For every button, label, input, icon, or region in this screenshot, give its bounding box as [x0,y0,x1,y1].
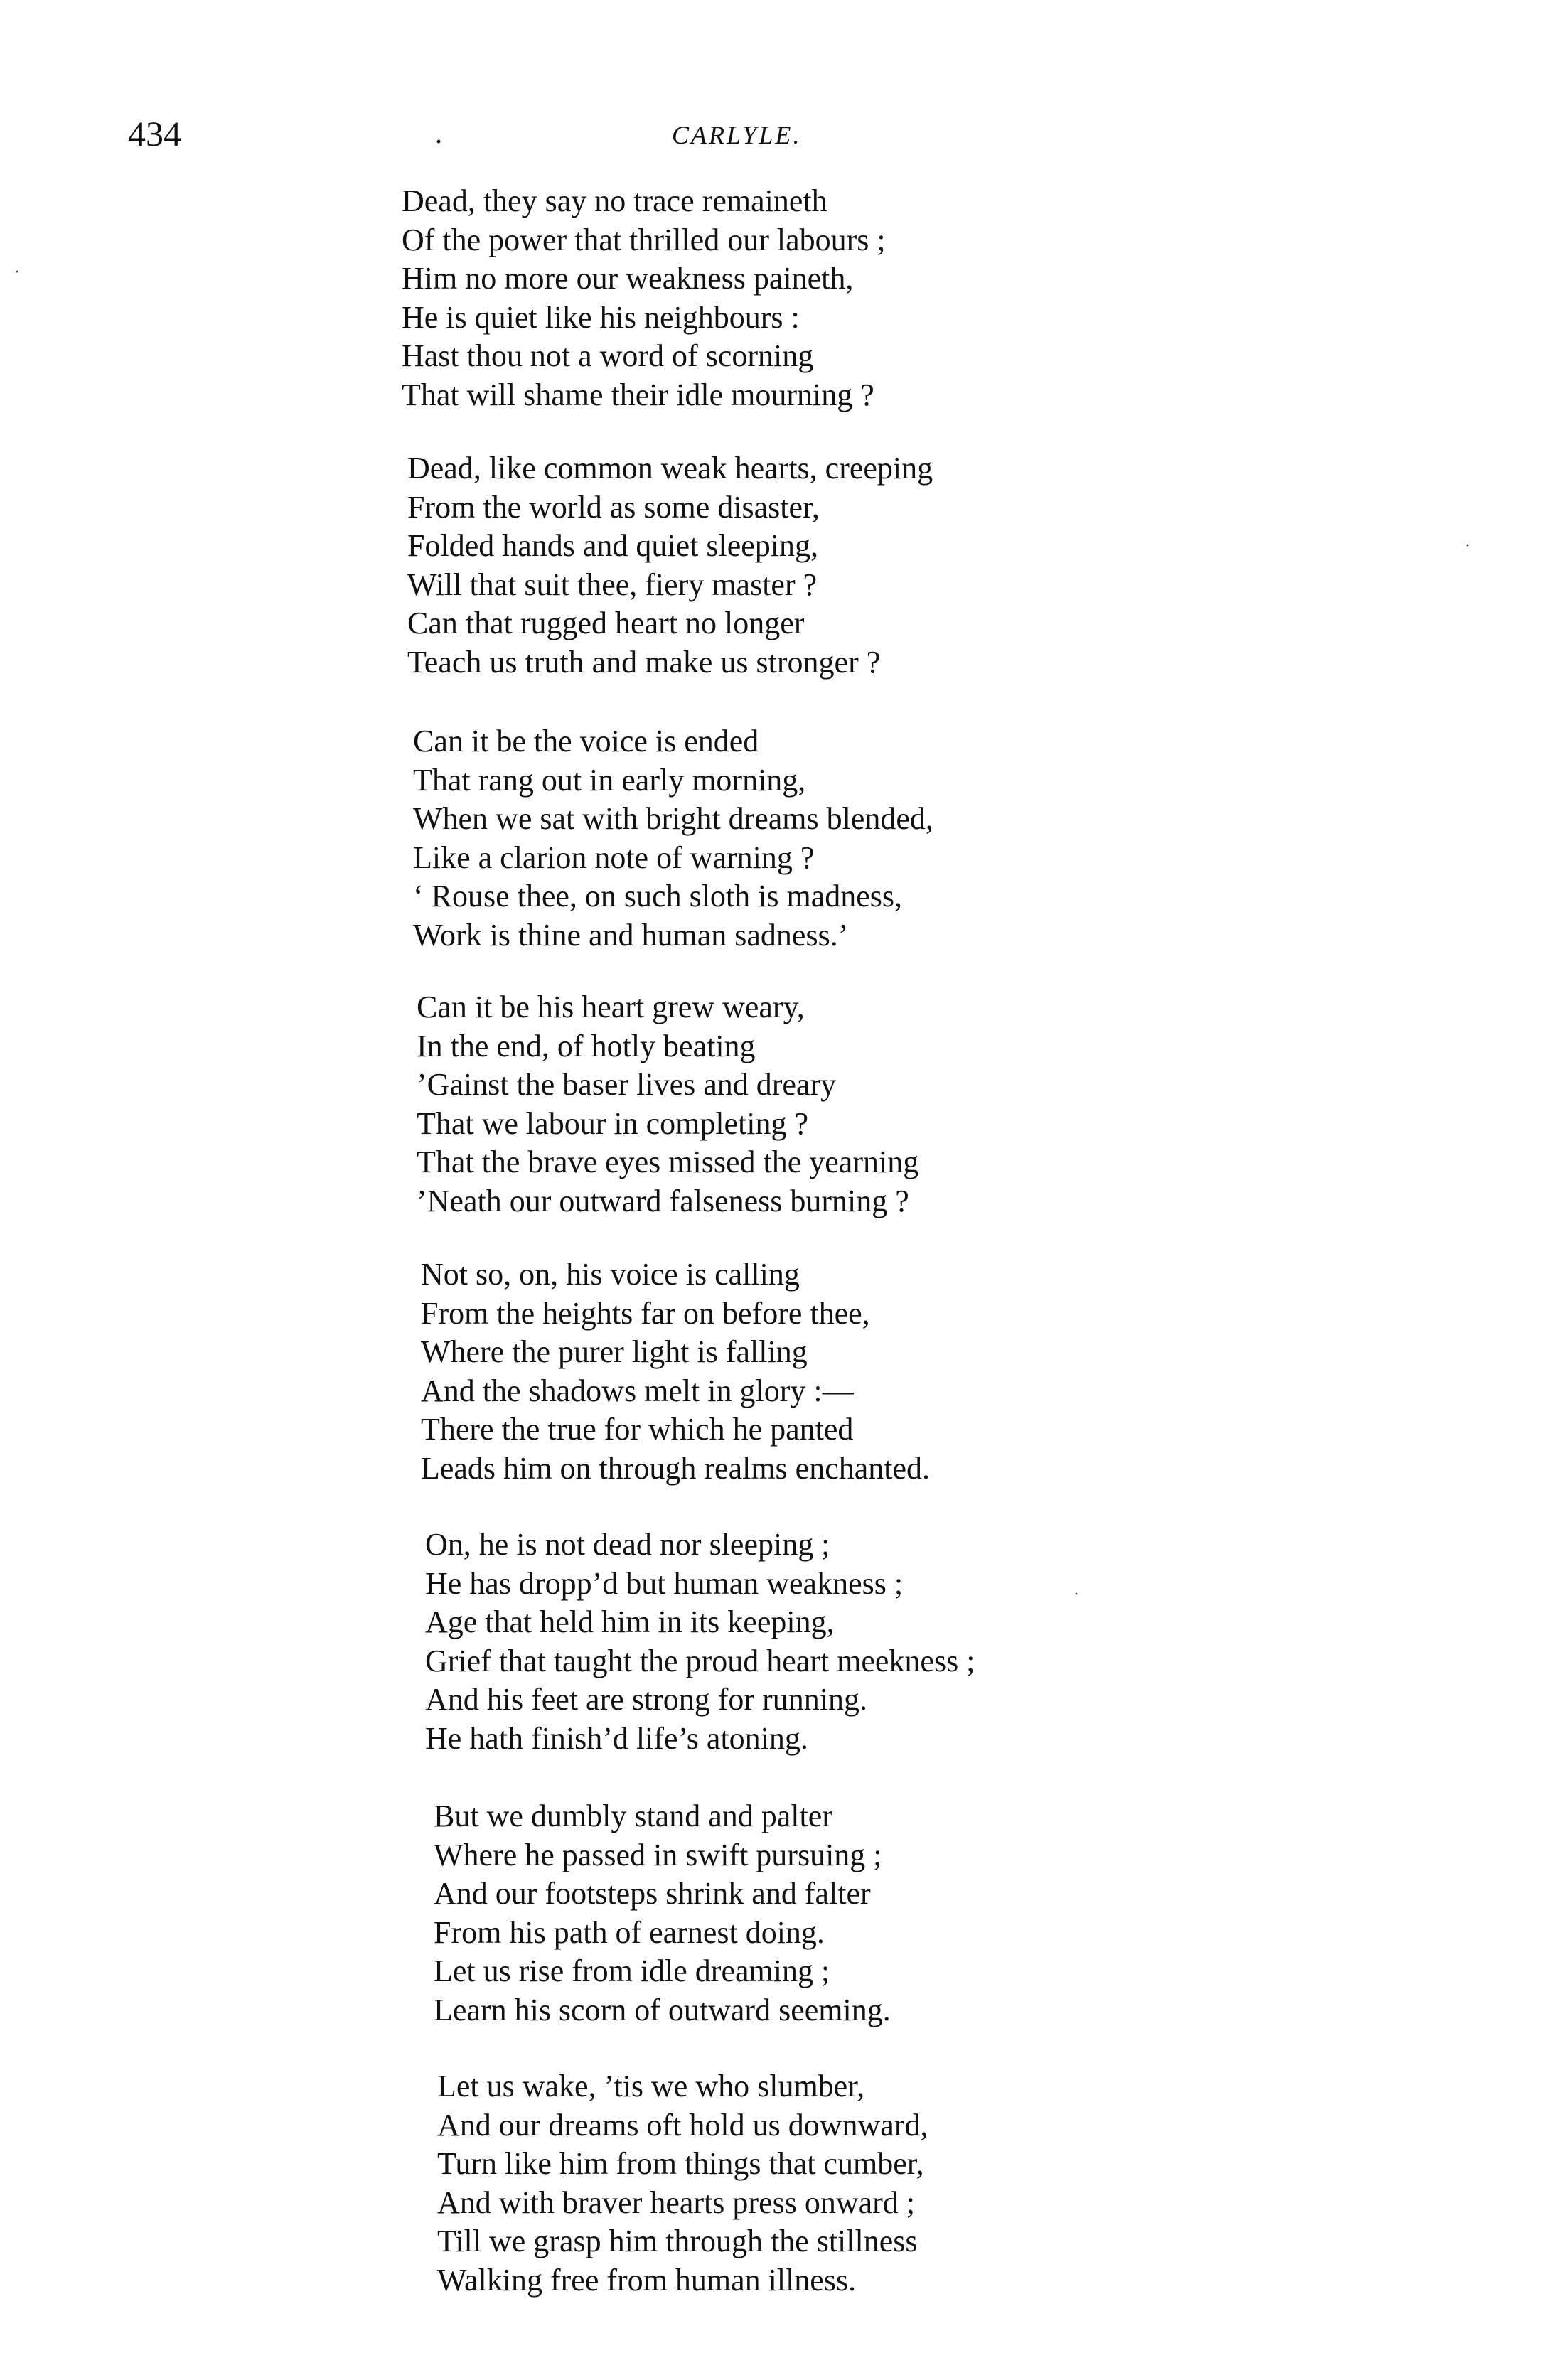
poem-line: And the shadows melt in glory :— [421,1373,854,1408]
poem-line: Hast thou not a word of scorning [402,338,814,373]
poem-line: Not so, on, his voice is calling [421,1257,800,1292]
poem-line: Can it be his heart grew weary, [417,990,805,1024]
poem-line: Grief that taught the proud heart meekness ; [425,1643,975,1678]
poem-line: He has dropp’d but human weakness ; [425,1565,904,1601]
poem-line: Of the power that thrilled our labours ; [402,222,886,257]
poem-line: From the heights far on before thee, [421,1295,870,1331]
poem-line: Where he passed in swift pursuing ; [434,1837,882,1872]
stray-ink-mark: · [1464,537,1470,555]
stanza-8 [437,2067,1504,2300]
running-head-title: CARLYLE. [672,121,802,149]
poem-line: On, he is not dead nor sleeping ; [425,1527,830,1562]
poem-line: ‘ Rouse thee, on such sloth is madness, [413,879,903,913]
page-number: 434 [128,114,181,154]
poem-line: And with braver hearts press onward ; [437,2185,916,2220]
poem-line: That the brave eyes missed the yearning [417,1145,919,1179]
poem-line: Will that suit thee, fiery master ? [407,567,818,602]
poem-line: He is quiet like his neighbours : [402,299,800,335]
poem-line: Like a clarion note of warning ? [413,840,815,875]
poem-line: Age that held him in its keeping, [425,1604,835,1639]
stanza-5 [421,1255,1487,1488]
poem-line: When we sat with bright dreams blended, [413,801,933,836]
poem-line: From the world as some disaster, [407,489,820,525]
stanza-1 [402,182,1468,414]
stanza-7 [434,1797,1500,2030]
poem-line: Can it be the voice is ended [413,724,759,759]
poem-line: Teach us truth and make us stronger ? [407,644,881,680]
stray-ink-mark: · [14,263,20,282]
poem-line: Dead, like common weak hearts, creeping [407,451,933,486]
poem-line: That rang out in early morning, [413,762,806,798]
poem-line: Turn like him from things that cumber, [437,2146,924,2181]
poem-line: In the end, of hotly beating [417,1028,756,1063]
poem-line: And his feet are strong for running. [425,1682,867,1717]
poem-line: That we labour in completing ? [417,1105,809,1141]
poem-line: ’Neath our outward falseness burning ? [417,1183,909,1218]
poem-line: Let us rise from idle dreaming ; [434,1953,830,1988]
stanza-2 [407,449,1474,682]
poem-line: There the true for which he panted [421,1412,854,1447]
poem-line: Learn his scorn of outward seeming. [434,1992,891,2027]
poem-line: Let us wake, ’tis we who slumber, [437,2069,865,2103]
poem-line: Can that rugged heart no longer [407,606,805,640]
poem-line: And our dreams oft hold us downward, [437,2107,928,2143]
poem-line: Walking free from human illness. [437,2262,857,2298]
poem-line: ’Gainst the baser lives and dreary [417,1067,837,1102]
header-dot: . [435,117,442,149]
poem-line: That will shame their idle mourning ? [402,377,874,412]
stanza-6 [425,1526,1491,1758]
stanza-3 [413,722,1479,955]
stray-ink-mark: · [1073,1585,1079,1604]
stanza-4 [417,988,1483,1221]
poem-line: Dead, they say no trace remaineth [402,183,827,218]
poem-line: Work is thine and human sadness.’ [413,917,849,953]
poem-line: Where the purer light is falling [421,1334,808,1369]
poem-line: Leads him on through realms enchanted. [421,1450,931,1486]
poem-line: Folded hands and quiet sleeping, [407,528,819,563]
poem-line: He hath finish’d life’s atoning. [425,1720,808,1756]
poem-line: From his path of earnest doing. [434,1914,825,1950]
poem-line: And our footsteps shrink and falter [434,1876,871,1911]
poem-line: But we dumbly stand and palter [434,1799,832,1833]
poem-line: Till we grasp him through the stillness [437,2224,918,2258]
poem-line: Him no more our weakness paineth, [402,261,854,296]
